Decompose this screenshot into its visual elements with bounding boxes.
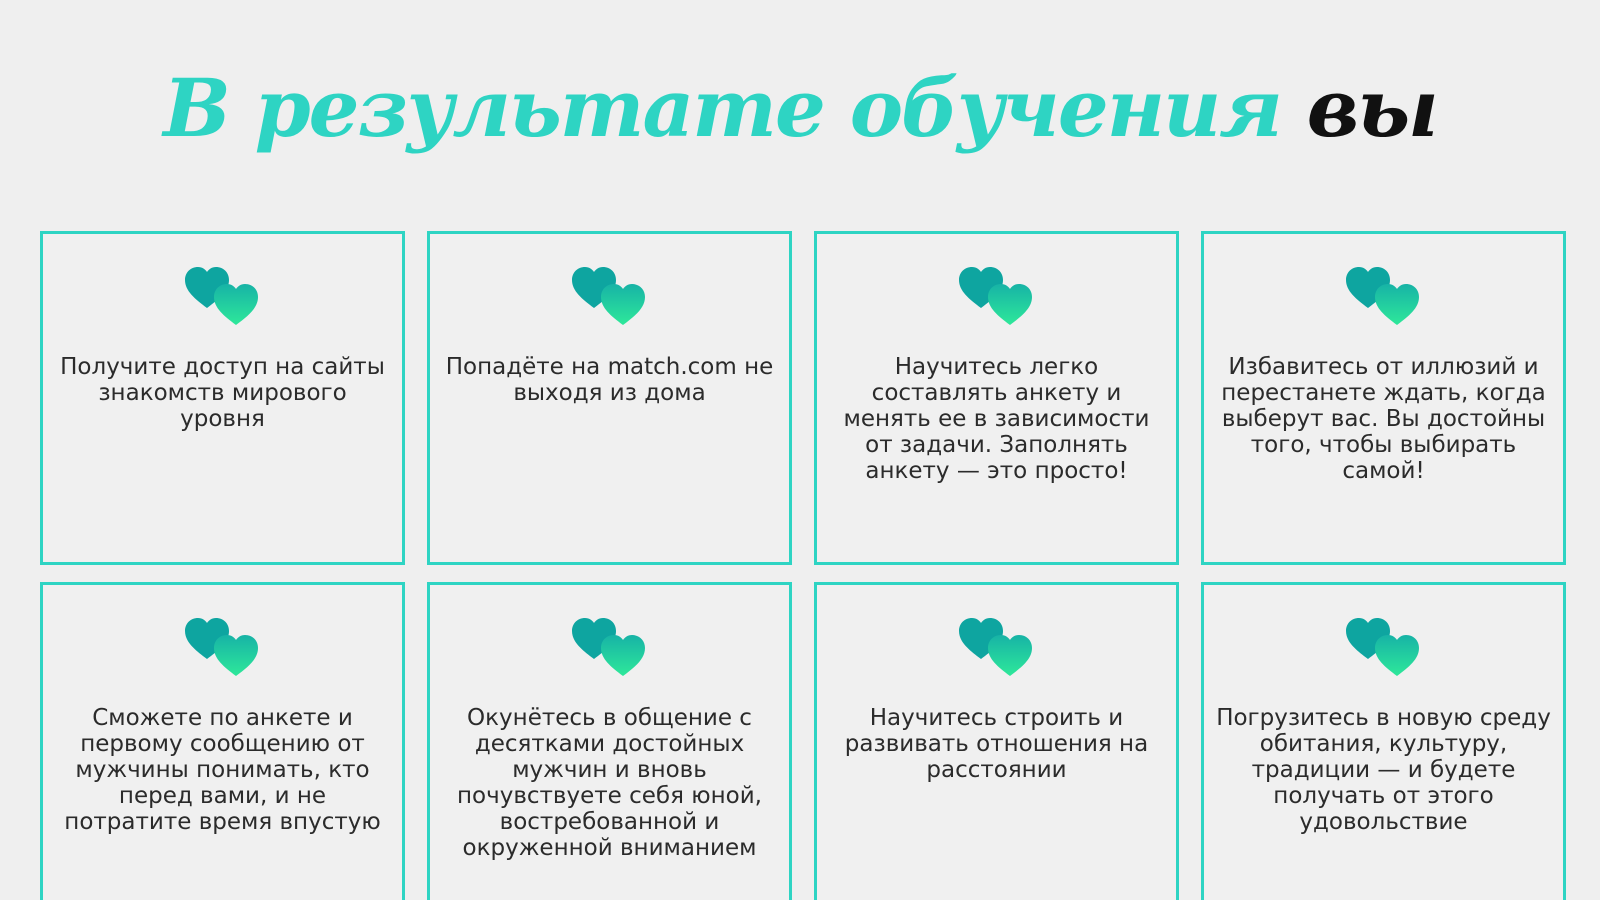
benefit-text: Попадёте на match.com не выходя из дома xyxy=(445,354,774,406)
double-heart-icon xyxy=(571,266,649,326)
benefit-text: Погрузитесь в новую среду обитания, культуру, традиции — и будете получать от этого удовольствие xyxy=(1216,705,1551,835)
benefit-text: Окунётесь в общение с десятками достойных мужчин и вновь почувствуете себя юной, востребованной и окруженной вниманием xyxy=(457,705,762,861)
benefit-card xyxy=(40,231,405,565)
benefit-text: Сможете по анкете и первому сообщению от мужчины понимать, кто перед вами, и не потратите время впустую xyxy=(64,705,381,835)
benefit-card xyxy=(427,231,792,565)
benefit-card xyxy=(814,582,1179,900)
benefit-card xyxy=(40,582,405,900)
page-title xyxy=(0,58,1600,158)
benefit-text: Научитесь легко составлять анкету и менять ее в зависимости от задачи. Заполнять анкету — это просто! xyxy=(843,354,1150,484)
double-heart-icon xyxy=(1345,617,1423,677)
double-heart-icon xyxy=(571,617,649,677)
benefit-card xyxy=(814,231,1179,565)
page-title-dark: вы xyxy=(1306,60,1437,155)
double-heart-icon xyxy=(958,617,1036,677)
double-heart-icon xyxy=(958,266,1036,326)
double-heart-icon xyxy=(184,266,262,326)
double-heart-icon xyxy=(184,617,262,677)
benefit-card xyxy=(1201,231,1566,565)
benefit-text: Научитесь строить и развивать отношения на расстоянии xyxy=(844,705,1149,783)
double-heart-icon xyxy=(1345,266,1423,326)
benefit-card xyxy=(427,582,792,900)
benefit-text: Избавитесь от иллюзий и перестанете ждать, когда выберут вас. Вы достойны того, чтобы выбирать самой! xyxy=(1221,354,1546,484)
page-title-accent: В результате обучения xyxy=(163,60,1281,155)
benefit-text: Получите доступ на сайты знакомств мирового уровня xyxy=(60,354,385,432)
benefit-card xyxy=(1201,582,1566,900)
